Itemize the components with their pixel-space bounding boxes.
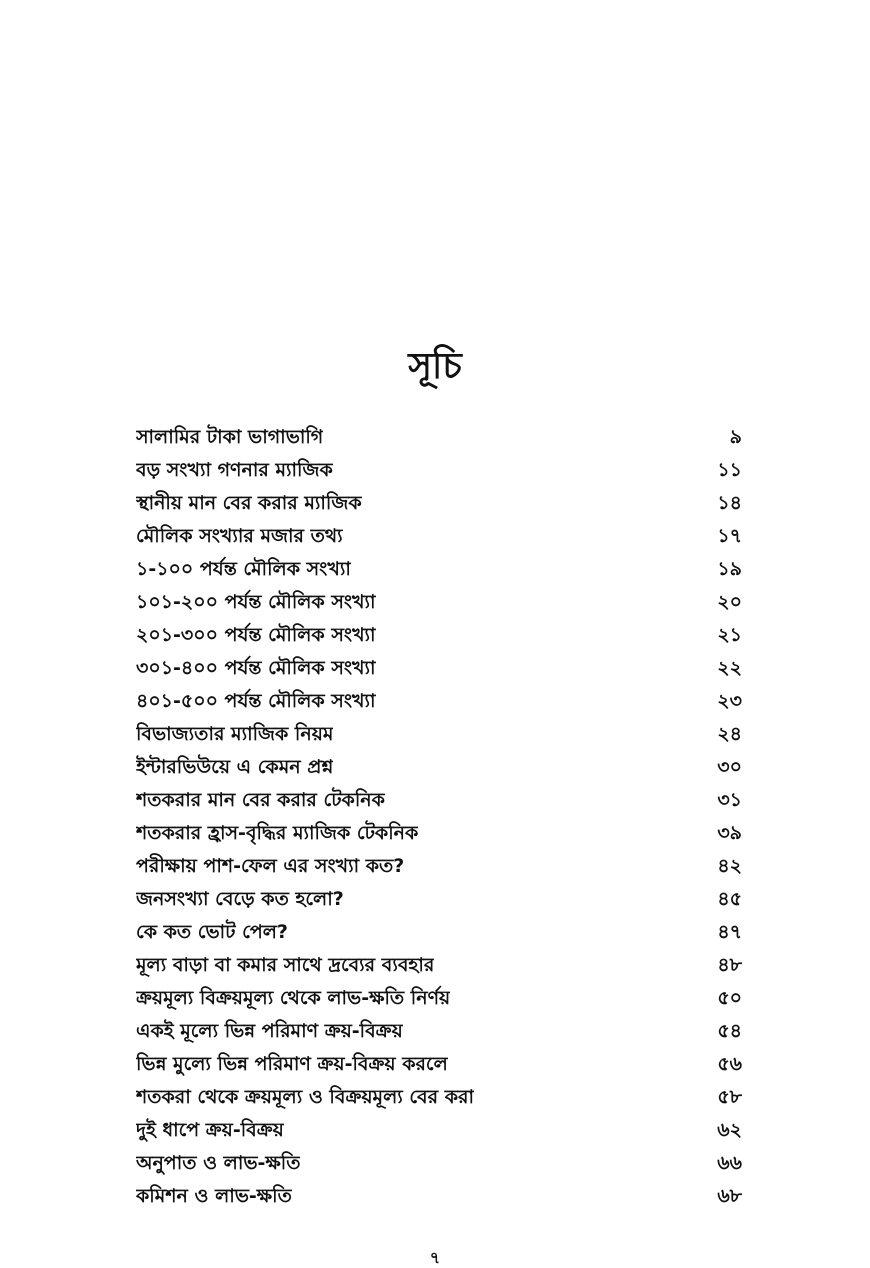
toc-entry-title: বিভাজ্যতার ম্যাজিক নিয়ম [136,722,334,745]
toc-entry-title: দুই ধাপে ক্রয়-বিক্রয় [136,1118,284,1141]
toc-entry-title: একই মূল্যে ভিন্ন পরিমাণ ক্রয়-বিক্রয় [136,1019,403,1042]
toc-entry-page-number: ৩১ [717,788,742,811]
toc-entry [136,851,742,884]
toc-entry-page-number: ৪৭ [717,920,742,943]
toc-entry [136,1082,742,1115]
toc-entry-page-number: ১১ [717,458,742,481]
toc-entry-title: পরীক্ষায় পাশ-ফেল এর সংখ্যা কত? [136,854,405,877]
toc-entry-title: শতকরার মান বের করার টেকনিক [136,788,385,811]
toc-entry-title: সালামির টাকা ভাগাভাগি [136,425,324,448]
toc-entry-page-number: ৫০ [717,986,742,1009]
toc-entry [136,950,742,983]
toc-entry-title: ইন্টারভিউয়ে এ কেমন প্রশ্ন [136,755,334,778]
toc-entry [136,521,742,554]
toc-entry [136,884,742,917]
toc-entry-page-number: ৫৮ [717,1085,742,1108]
toc-entry-title: কমিশন ও লাভ-ক্ষতি [136,1184,292,1207]
table-of-contents [136,422,742,1214]
toc-entry-title: শতকরা থেকে ক্রয়মূল্য ও বিক্রয়মূল্য বের করা [136,1085,474,1108]
toc-entry-page-number: ৫৬ [717,1052,742,1075]
toc-entry [136,653,742,686]
toc-entry [136,917,742,950]
toc-entry-page-number: ৩০ [717,755,742,778]
toc-entry-title: ভিন্ন মুল্যে ভিন্ন পরিমাণ ক্রয়-বিক্রয় করলে [136,1052,448,1075]
toc-entry-title: ৩০১-৪০০ পর্যন্ত মৌলিক সংখ্যা [136,656,376,679]
toc-entry-page-number: ২২ [717,656,742,679]
toc-entry [136,983,742,1016]
toc-entry-page-number: ৬২ [717,1118,742,1141]
toc-entry-title: জনসংখ্যা বেড়ে কত হলো? [136,887,344,910]
toc-entry-title: মৌলিক সংখ্যার মজার তথ্য [136,524,343,547]
toc-entry [136,422,742,455]
toc-entry-page-number: ৪৮ [717,953,742,976]
toc-entry [136,1148,742,1181]
toc-entry-title: অনুপাত ও লাভ-ক্ষতি [136,1151,301,1174]
toc-entry [136,488,742,521]
toc-entry [136,554,742,587]
page-title: সূচি [408,346,462,388]
toc-entry-page-number: ২৪ [717,722,742,745]
toc-entry-page-number: ৯ [729,425,742,448]
toc-entry-page-number: ১৯ [717,557,742,580]
toc-entry-title: ৪০১-৫০০ পর্যন্ত মৌলিক সংখ্যা [136,689,376,712]
toc-entry [136,719,742,752]
toc-entry [136,1049,742,1082]
toc-entry-page-number: ২০ [717,590,742,613]
toc-entry-page-number: ৬৬ [717,1151,742,1174]
toc-entry-title: কে কত ভোট পেল? [136,920,288,943]
toc-entry-page-number: ৫৪ [717,1019,742,1042]
toc-entry [136,1016,742,1049]
toc-entry [136,818,742,851]
toc-entry [136,455,742,488]
toc-entry-title: বড় সংখ্যা গণনার ম্যাজিক [136,458,333,481]
toc-entry [136,1181,742,1214]
toc-entry-title: ১০১-২০০ পর্যন্ত মৌলিক সংখ্যা [136,590,376,613]
toc-entry [136,620,742,653]
toc-entry-page-number: ১৭ [717,524,742,547]
toc-entry-page-number: ১৪ [717,491,742,514]
toc-entry-title: শতকরার হ্রাস-বৃদ্ধির ম্যাজিক টেকনিক [136,821,419,844]
toc-entry-page-number: ৪২ [717,854,742,877]
toc-entry [136,587,742,620]
toc-entry-title: স্থানীয় মান বের করার ম্যাজিক [136,491,362,514]
toc-entry [136,686,742,719]
toc-entry-page-number: ২১ [717,623,742,646]
toc-entry-page-number: ২৩ [717,689,742,712]
toc-entry-page-number: ৬৮ [717,1184,742,1207]
toc-entry-title: ক্রয়মূল্য বিক্রয়মূল্য থেকে লাভ-ক্ষতি নির্ণয় [136,986,451,1009]
toc-entry-page-number: ৪৫ [717,887,742,910]
toc-entry [136,1115,742,1148]
toc-entry-title: মূল্য বাড়া বা কমার সাথে দ্রব্যের ব্যবহার [136,953,435,976]
page-number: ৭ [429,1248,441,1267]
toc-entry [136,785,742,818]
toc-entry-title: ২০১-৩০০ পর্যন্ত মৌলিক সংখ্যা [136,623,376,646]
toc-entry-title: ১-১০০ পর্যন্ত মৌলিক সংখ্যা [136,557,351,580]
toc-entry-page-number: ৩৯ [717,821,742,844]
toc-entry [136,752,742,785]
